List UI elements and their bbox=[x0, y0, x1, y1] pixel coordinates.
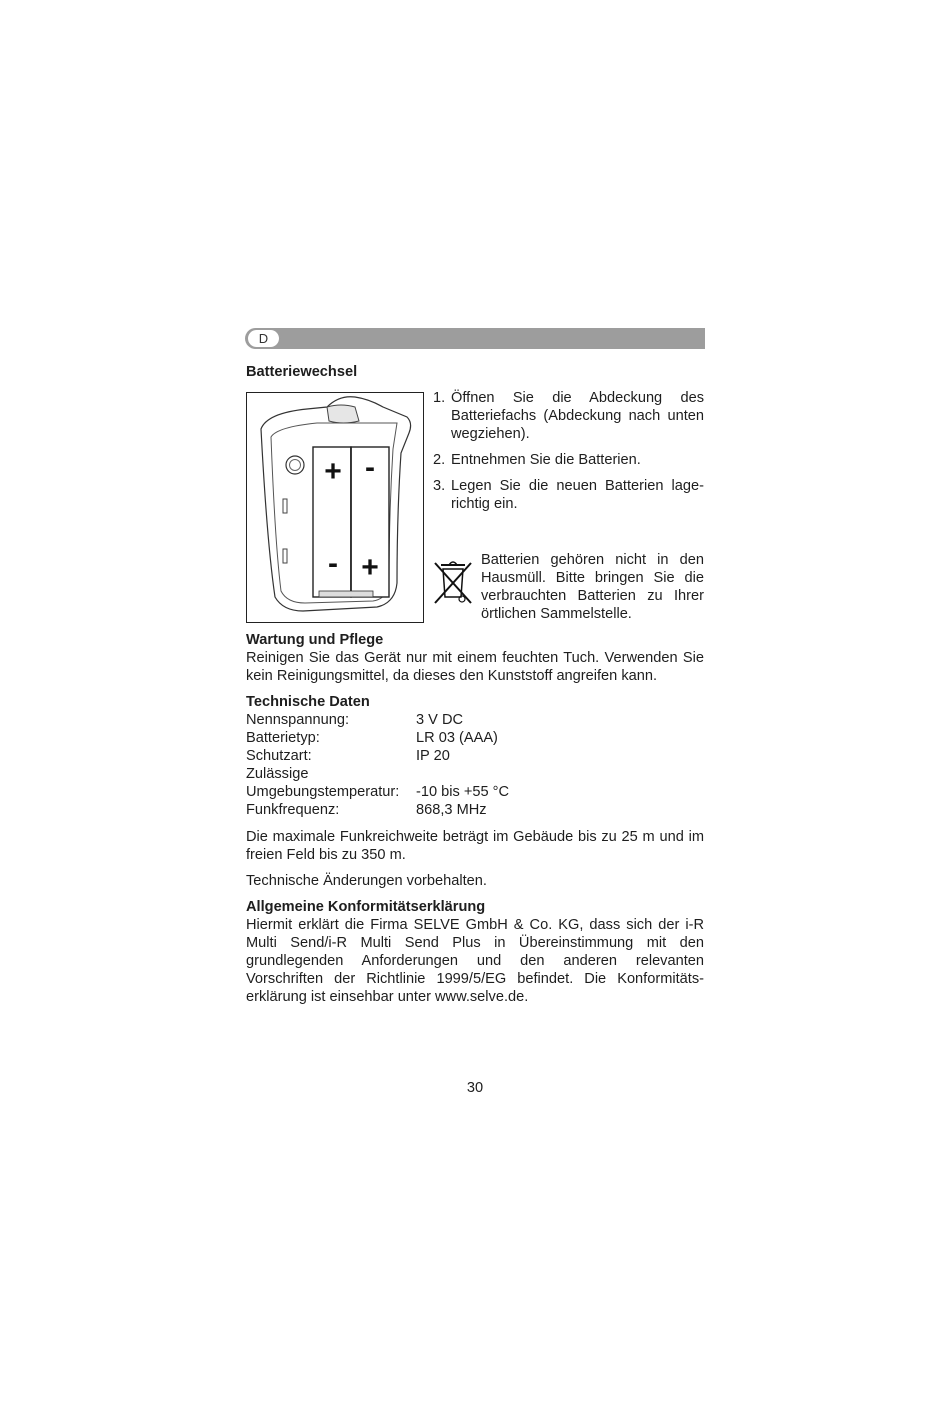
crossed-out-wheelie-bin-icon bbox=[433, 555, 473, 607]
tech-row bbox=[246, 711, 509, 729]
tech-value: LR 03 (AAA) bbox=[416, 730, 498, 746]
range-note: Die maximale Funkreichweite beträgt im Gebäude bis zu 25 m und im freien Feld bis zu 350 m. bbox=[246, 829, 704, 863]
battery-disposal-note bbox=[433, 551, 704, 623]
tech-row bbox=[246, 765, 509, 783]
tech-row bbox=[246, 801, 509, 819]
tech-row bbox=[246, 783, 509, 801]
tech-data-table bbox=[246, 711, 509, 819]
step-item bbox=[433, 389, 704, 443]
disposal-text: Batterien gehören nicht in den Hausmüll. Bitte bringen Sie die verbrauchten Batterien zu Ihrer örtlichen Sammelstelle. bbox=[481, 552, 704, 622]
tech-key: Zulässige bbox=[246, 766, 309, 782]
tech-value: IP 20 bbox=[416, 748, 450, 764]
tech-key: Nennspannung: bbox=[246, 712, 350, 728]
tech-row bbox=[246, 729, 509, 747]
step-text: Legen Sie die neuen Batterien lage-richtig ein. bbox=[451, 478, 704, 512]
tech-value: 868,3 MHz bbox=[416, 802, 487, 818]
tech-value: 3 V DC bbox=[416, 712, 464, 728]
plus-sign-top-left: + bbox=[324, 455, 342, 488]
tech-key: Umgebungstemperatur: bbox=[246, 784, 400, 800]
step-text: Entnehmen Sie die Batterien. bbox=[451, 452, 641, 468]
step-item bbox=[433, 451, 704, 469]
tech-key: Schutzart: bbox=[246, 748, 312, 764]
battery-compartment-drawing bbox=[247, 393, 423, 622]
tech-heading: Technische Daten bbox=[246, 694, 370, 710]
tech-value: -10 bis +55 °C bbox=[416, 784, 510, 800]
tech-row bbox=[246, 747, 509, 765]
step-number: 1. bbox=[433, 390, 446, 406]
plus-sign-bottom-right: + bbox=[361, 551, 379, 584]
page-number: 30 bbox=[466, 1080, 484, 1096]
minus-sign-top-right: - bbox=[365, 451, 375, 484]
changes-note: Technische Änderungen vorbehalten. bbox=[246, 873, 487, 889]
language-tab bbox=[245, 328, 281, 349]
step-number: 2. bbox=[433, 452, 446, 468]
battery-compartment-illustration bbox=[246, 392, 424, 623]
step-text: Öffnen Sie die Abdeckung des Batteriefachs (Abdeckung nach unten wegziehen). bbox=[451, 390, 704, 442]
language-tab-label: D bbox=[258, 331, 269, 346]
conformity-text: Hiermit erklärt die Firma SELVE GmbH & Co. KG, dass sich der i-R Multi Send/i-R Multi Send Plus in Übereinstimmung mit den grundlegenden Anforderungen und den anderen relevanten Vorschriften der Richtlinie 1999/5/EG befindet. Die Konformitäts-erklärung ist einsehbar unter www.selve.de. bbox=[246, 917, 704, 1005]
battery-steps-list bbox=[433, 389, 704, 521]
step-item bbox=[433, 477, 704, 513]
conformity-heading: Allgemeine Konformitätserklärung bbox=[246, 899, 486, 915]
care-heading: Wartung und Pflege bbox=[246, 632, 384, 648]
language-header-bar bbox=[245, 328, 705, 349]
minus-sign-bottom-left: - bbox=[328, 547, 338, 580]
care-text: Reinigen Sie das Gerät nur mit einem feuchten Tuch. Verwenden Sie kein Reinigungsmittel, da dieses den Kunststoff angreifen kann. bbox=[246, 650, 704, 684]
header-band bbox=[267, 328, 705, 349]
battery-heading: Batteriewechsel bbox=[246, 364, 358, 380]
tech-key: Batterietyp: bbox=[246, 730, 320, 746]
tech-key: Funkfrequenz: bbox=[246, 802, 340, 818]
step-number: 3. bbox=[433, 478, 446, 494]
